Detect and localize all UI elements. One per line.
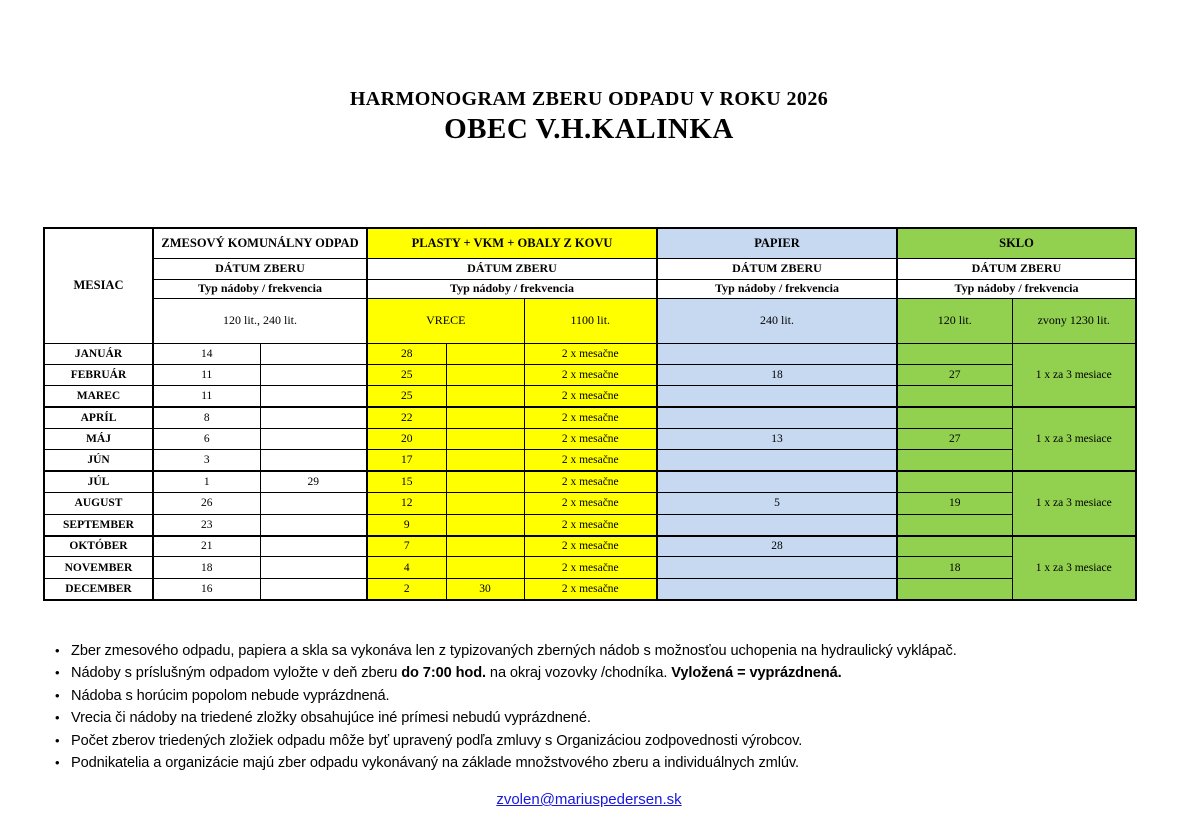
papier-date-cell bbox=[657, 343, 897, 364]
note-item: • Podnikatelia a organizácie majú zber odpadu vykonávaný na základe množstvového zberu a individuálnych zmlúv. bbox=[48, 752, 1138, 774]
sklo-zvony-freq-cell: 1 x za 3 mesiace bbox=[1012, 536, 1136, 600]
month-column-header: MESIAC bbox=[44, 228, 153, 343]
plasty-date-2-cell bbox=[446, 429, 524, 450]
papier-date-cell bbox=[657, 450, 897, 471]
container-header-zmesovy: 120 lit., 240 lit. bbox=[153, 298, 367, 343]
schedule-table-body bbox=[44, 343, 1136, 600]
title-block bbox=[0, 88, 1178, 146]
plasty-freq-cell: 2 x mesačne bbox=[524, 514, 657, 535]
plasty-freq-cell: 2 x mesačne bbox=[524, 407, 657, 428]
zko-date-1-cell: 23 bbox=[153, 514, 260, 535]
zko-date-1-cell: 1 bbox=[153, 471, 260, 492]
note-item: • Nádoby s príslušným odpadom vyložte v deň zberu do 7:00 hod. na okraj vozovky /chodníka. Vyložená = vyprázdnená. bbox=[48, 662, 1138, 684]
papier-date-cell: 18 bbox=[657, 364, 897, 385]
plasty-date-2-cell bbox=[446, 536, 524, 557]
table-row bbox=[44, 578, 1136, 599]
contact-email-link[interactable]: zvolen@mariuspedersen.sk bbox=[496, 791, 682, 808]
plasty-date-1-cell: 9 bbox=[367, 514, 446, 535]
zko-date-2-cell bbox=[260, 364, 367, 385]
table-row bbox=[44, 429, 1136, 450]
zko-date-1-cell: 11 bbox=[153, 386, 260, 407]
plasty-date-2-cell bbox=[446, 343, 524, 364]
page-subtitle: OBEC V.H.KALINKA bbox=[444, 113, 734, 145]
table-row bbox=[44, 536, 1136, 557]
month-cell: MÁJ bbox=[44, 429, 153, 450]
note-item: • Nádoba s horúcim popolom nebude vyprázdnená. bbox=[48, 685, 1138, 707]
month-cell: APRÍL bbox=[44, 407, 153, 428]
plasty-date-1-cell: 2 bbox=[367, 578, 446, 599]
month-cell: JÚN bbox=[44, 450, 153, 471]
sklo-date-cell: 19 bbox=[897, 493, 1012, 514]
month-cell: AUGUST bbox=[44, 493, 153, 514]
sklo-date-cell bbox=[897, 471, 1012, 492]
papier-date-cell: 13 bbox=[657, 429, 897, 450]
plasty-freq-cell: 2 x mesačne bbox=[524, 343, 657, 364]
month-cell: NOVEMBER bbox=[44, 557, 153, 578]
sklo-date-cell: 27 bbox=[897, 364, 1012, 385]
note-item: • Počet zberov triedených zložiek odpadu môže byť upravený podľa zmluvy s Organizáciou zodpovednosti výrobcov. bbox=[48, 730, 1138, 752]
container-header-1100lit: 1100 lit. bbox=[524, 298, 657, 343]
waste-schedule-table bbox=[43, 227, 1137, 601]
container-header-240lit: 240 lit. bbox=[657, 298, 897, 343]
sklo-date-cell: 27 bbox=[897, 429, 1012, 450]
plasty-freq-cell: 2 x mesačne bbox=[524, 557, 657, 578]
month-cell: SEPTEMBER bbox=[44, 514, 153, 535]
zko-date-2-cell bbox=[260, 536, 367, 557]
sklo-zvony-freq-cell: 1 x za 3 mesiace bbox=[1012, 343, 1136, 407]
plasty-freq-cell: 2 x mesačne bbox=[524, 386, 657, 407]
plasty-date-1-cell: 7 bbox=[367, 536, 446, 557]
sklo-date-cell bbox=[897, 578, 1012, 599]
plasty-date-2-cell bbox=[446, 514, 524, 535]
zko-date-2-cell bbox=[260, 493, 367, 514]
zko-date-1-cell: 3 bbox=[153, 450, 260, 471]
zko-date-1-cell: 26 bbox=[153, 493, 260, 514]
zko-date-1-cell: 16 bbox=[153, 578, 260, 599]
sklo-date-cell bbox=[897, 536, 1012, 557]
plasty-date-2-cell bbox=[446, 364, 524, 385]
plasty-date-1-cell: 28 bbox=[367, 343, 446, 364]
container-header-vrece: VRECE bbox=[367, 298, 524, 343]
table-row bbox=[44, 514, 1136, 535]
plasty-freq-cell: 2 x mesačne bbox=[524, 429, 657, 450]
plasty-date-2-cell: 30 bbox=[446, 578, 524, 599]
group-header-sklo: SKLO bbox=[897, 228, 1136, 258]
zko-date-2-cell bbox=[260, 407, 367, 428]
plasty-freq-cell: 2 x mesačne bbox=[524, 471, 657, 492]
table-row bbox=[44, 364, 1136, 385]
plasty-freq-cell: 2 x mesačne bbox=[524, 364, 657, 385]
plasty-date-2-cell bbox=[446, 557, 524, 578]
contact-row bbox=[0, 791, 1178, 809]
zko-date-2-cell bbox=[260, 429, 367, 450]
month-cell: DECEMBER bbox=[44, 578, 153, 599]
plasty-freq-cell: 2 x mesačne bbox=[524, 450, 657, 471]
plasty-date-1-cell: 17 bbox=[367, 450, 446, 471]
group-header-papier: PAPIER bbox=[657, 228, 897, 258]
plasty-date-1-cell: 25 bbox=[367, 364, 446, 385]
zko-date-2-cell bbox=[260, 578, 367, 599]
sklo-date-cell bbox=[897, 343, 1012, 364]
month-cell: JANUÁR bbox=[44, 343, 153, 364]
plasty-date-2-cell bbox=[446, 386, 524, 407]
plasty-freq-cell: 2 x mesačne bbox=[524, 536, 657, 557]
datum-zberu-header-sklo: DÁTUM ZBERU bbox=[897, 258, 1136, 279]
table-row bbox=[44, 450, 1136, 471]
container-header-120lit: 120 lit. bbox=[897, 298, 1012, 343]
papier-date-cell bbox=[657, 407, 897, 428]
zko-date-2-cell bbox=[260, 450, 367, 471]
plasty-freq-cell: 2 x mesačne bbox=[524, 578, 657, 599]
month-cell: FEBRUÁR bbox=[44, 364, 153, 385]
table-row bbox=[44, 493, 1136, 514]
papier-date-cell: 5 bbox=[657, 493, 897, 514]
notes-list bbox=[48, 640, 1138, 774]
table-row bbox=[44, 557, 1136, 578]
sklo-date-cell bbox=[897, 514, 1012, 535]
page-title: HARMONOGRAM ZBERU ODPADU V ROKU 2026 bbox=[349, 88, 829, 110]
typ-nadoby-header-papier: Typ nádoby / frekvencia bbox=[657, 279, 897, 298]
plasty-date-1-cell: 20 bbox=[367, 429, 446, 450]
plasty-date-1-cell: 15 bbox=[367, 471, 446, 492]
month-cell: OKTÓBER bbox=[44, 536, 153, 557]
plasty-date-2-cell bbox=[446, 450, 524, 471]
typ-nadoby-header-sklo: Typ nádoby / frekvencia bbox=[897, 279, 1136, 298]
group-header-zmesovy: ZMESOVÝ KOMUNÁLNY ODPAD bbox=[153, 228, 367, 258]
zko-date-1-cell: 6 bbox=[153, 429, 260, 450]
table-row bbox=[44, 386, 1136, 407]
table-row bbox=[44, 471, 1136, 492]
zko-date-1-cell: 8 bbox=[153, 407, 260, 428]
note-item: • Vrecia či nádoby na triedené zložky obsahujúce iné prímesi nebudú vyprázdnené. bbox=[48, 707, 1138, 729]
month-cell: MAREC bbox=[44, 386, 153, 407]
zko-date-1-cell: 18 bbox=[153, 557, 260, 578]
sklo-date-cell bbox=[897, 450, 1012, 471]
sklo-date-cell bbox=[897, 407, 1012, 428]
plasty-date-2-cell bbox=[446, 493, 524, 514]
zko-date-1-cell: 21 bbox=[153, 536, 260, 557]
plasty-date-1-cell: 12 bbox=[367, 493, 446, 514]
datum-zberu-header-papier: DÁTUM ZBERU bbox=[657, 258, 897, 279]
papier-date-cell bbox=[657, 557, 897, 578]
sklo-date-cell: 18 bbox=[897, 557, 1012, 578]
sklo-zvony-freq-cell: 1 x za 3 mesiace bbox=[1012, 471, 1136, 535]
papier-date-cell bbox=[657, 514, 897, 535]
plasty-date-2-cell bbox=[446, 407, 524, 428]
plasty-date-1-cell: 22 bbox=[367, 407, 446, 428]
zko-date-2-cell: 29 bbox=[260, 471, 367, 492]
typ-nadoby-header-plasty: Typ nádoby / frekvencia bbox=[367, 279, 657, 298]
table-row bbox=[44, 343, 1136, 364]
plasty-freq-cell: 2 x mesačne bbox=[524, 493, 657, 514]
sklo-zvony-freq-cell: 1 x za 3 mesiace bbox=[1012, 407, 1136, 471]
papier-date-cell bbox=[657, 386, 897, 407]
month-cell: JÚL bbox=[44, 471, 153, 492]
zko-date-1-cell: 14 bbox=[153, 343, 260, 364]
table-row bbox=[44, 407, 1136, 428]
typ-nadoby-header-zmesovy: Typ nádoby / frekvencia bbox=[153, 279, 367, 298]
datum-zberu-header-plasty: DÁTUM ZBERU bbox=[367, 258, 657, 279]
plasty-date-1-cell: 25 bbox=[367, 386, 446, 407]
zko-date-2-cell bbox=[260, 557, 367, 578]
papier-date-cell bbox=[657, 471, 897, 492]
sklo-date-cell bbox=[897, 386, 1012, 407]
zko-date-1-cell: 11 bbox=[153, 364, 260, 385]
plasty-date-1-cell: 4 bbox=[367, 557, 446, 578]
note-item: • Zber zmesového odpadu, papiera a skla sa vykonáva len z typizovaných zberných nádob s možnosťou uchopenia na hydraulický vyklápač. bbox=[48, 640, 1138, 662]
zko-date-2-cell bbox=[260, 343, 367, 364]
papier-date-cell: 28 bbox=[657, 536, 897, 557]
plasty-date-2-cell bbox=[446, 471, 524, 492]
datum-zberu-header-zmesovy: DÁTUM ZBERU bbox=[153, 258, 367, 279]
zko-date-2-cell bbox=[260, 386, 367, 407]
papier-date-cell bbox=[657, 578, 897, 599]
group-header-plasty: PLASTY + VKM + OBALY Z KOVU bbox=[367, 228, 657, 258]
container-header-zvony: zvony 1230 lit. bbox=[1012, 298, 1136, 343]
zko-date-2-cell bbox=[260, 514, 367, 535]
